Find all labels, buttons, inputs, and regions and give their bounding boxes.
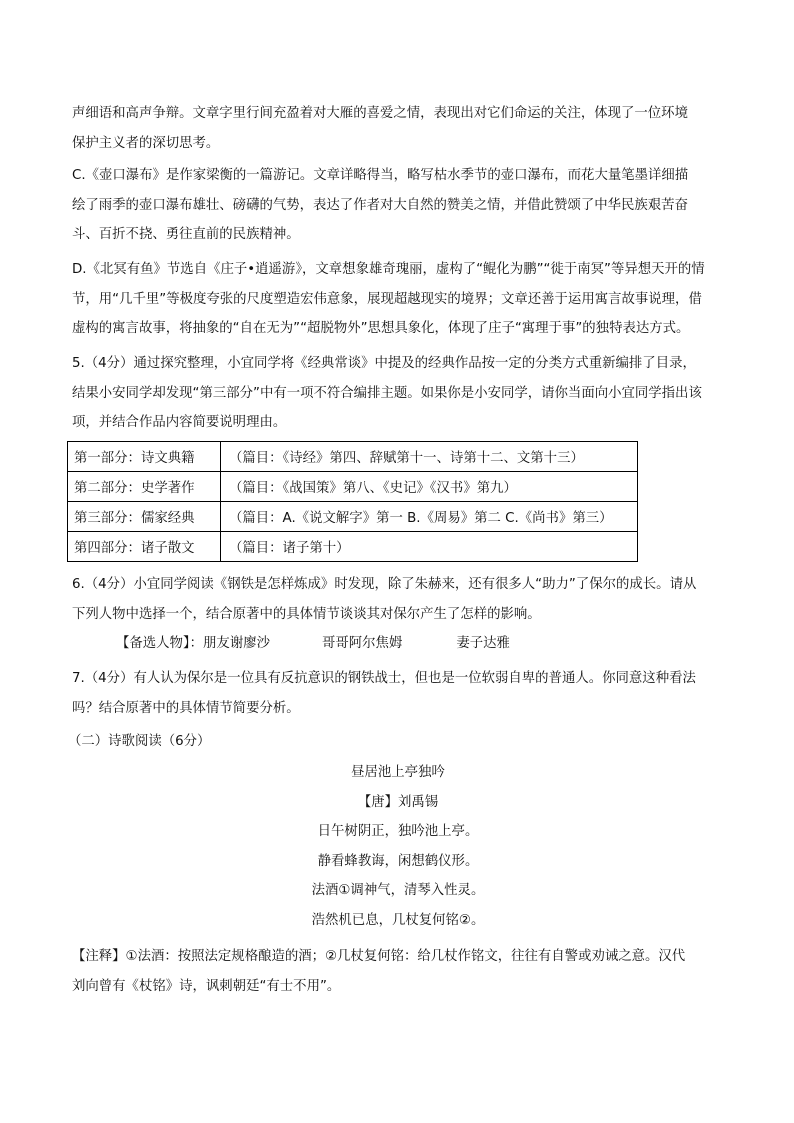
text-line: 斗、百折不挠、勇往直前的民族精神。 [72, 227, 300, 242]
text-line: C.《壶口瀑布》是作家梁衡的一篇游记。文章详略得当，略写枯水季节的壶口瀑布，而花大量笔墨详细描 [72, 168, 689, 183]
poem-title: 昼居池上亭独吟 [351, 765, 445, 780]
table-cell-chapters: （篇目：《战国策》第八、《史记》《汉书》第九） [221, 472, 638, 502]
section-heading [68, 727, 720, 757]
candidate-item: 哥哥阿尔焦姆 [322, 636, 403, 651]
candidate-list [72, 629, 724, 659]
poem-author: 【唐】刘禹锡 [357, 794, 439, 810]
text-line: 节，用“几千里”等极度夸张的尺度塑造宏伟意象，展现超越现实的境界；文章还善于运用寓言故事说理，借 [72, 291, 702, 307]
table-row [68, 532, 638, 562]
catalog-table [67, 441, 638, 562]
text-line: 虚构的寓言故事，将抽象的“自在无为”“超脱物外”思想具象化，体现了庄子“寓理于事”的独特表达方式。 [72, 321, 690, 336]
text-line: 保护主义者的深切思考。 [72, 135, 220, 151]
text-line: 下列人物中选择一个，结合原著中的具体情节谈谈其对保尔产生了怎样的影响。 [72, 606, 541, 622]
text-line: D.《北冥有鱼》节选自《庄子•逍遥游》，文章想象雄奇瑰丽，虚构了“鲲化为鹏”“徙于南冥”等异想天开的情 [72, 262, 705, 277]
table-cell-part: 第四部分：诸子散文 [68, 532, 221, 562]
option-c [72, 161, 724, 250]
question-5 [72, 349, 724, 438]
table-row [68, 442, 638, 472]
question-6 [72, 570, 724, 659]
text-line: 【注释】①法酒：按照法定规格酿造的酒；②几杖复何铭：给几杖作铭文，往往有自警或劝诫之意。汉代 [72, 949, 686, 964]
text-line: 7.（4分）有人认为保尔是一位具有反抗意识的钢铁战士，但也是一位软弱自卑的普通人。你同意这种看法 [72, 671, 696, 686]
text-line: 项，并结合作品内容简要说明理由。 [72, 415, 287, 430]
poem-notes [72, 942, 724, 1001]
table-cell-part: 第一部分：诗文典籍 [68, 442, 221, 472]
candidate-item: 妻子达雅 [456, 636, 510, 651]
poem-line: 法酒①调神气，清琴入性灵。 [311, 883, 485, 898]
poem-line: 浩然机已息，几杖复何铭②。 [311, 912, 485, 928]
table-row [68, 472, 638, 502]
text-line: 吗？结合原著中的具体情节简要分析。 [72, 700, 300, 716]
table-cell-chapters: （篇目：《诗经》第四、辞赋第十一、诗第十二、文第十三） [221, 442, 638, 472]
poem [72, 758, 724, 935]
text-line: 5.（4分）通过探究整理，小宜同学将《经典常谈》中提及的经典作品按一定的分类方式重新编排了目录， [72, 356, 696, 371]
question-7 [72, 664, 724, 723]
table-row [68, 502, 638, 532]
text-line: 声细语和高声争辩。文章字里行间充盈着对大雁的喜爱之情，表现出对它们命运的关注，体现了一位环境 [72, 106, 688, 121]
text-line: 绘了雨季的壶口瀑布雄壮、磅礴的气势，表达了作者对大自然的赞美之情，并借此赞颂了中华民族艰苦奋 [72, 197, 688, 213]
section-heading-text: （二）诗歌阅读（6分） [68, 734, 211, 749]
poem-line: 日午树阴正，独吟池上亭。 [317, 824, 479, 839]
text-line: 6.（4分）小宜同学阅读《钢铁是怎样炼成》时发现，除了朱赫来，还有很多人“助力”了保尔的成长。请从 [72, 577, 697, 592]
table-cell-chapters: （篇目：诸子第十） [221, 532, 638, 562]
option-d [72, 255, 724, 344]
candidate-label: 【备选人物】：朋友谢廖沙 [116, 636, 270, 651]
text-line: 结果小安同学却发现“第三部分”中有一项不符合编排主题。如果你是小安同学，请你当面向小宜同学指出该 [72, 385, 702, 401]
poem-line: 静看蜂教诲，闲想鹤仪形。 [317, 853, 479, 869]
option-b-continuation [72, 99, 724, 158]
table-cell-chapters: （篇目：A.《说文解字》第一 B.《周易》第二 C.《尚书》第三） [221, 502, 638, 532]
text-line: 刘向曾有《杖铭》诗，讽刺朝廷“有士不用”。 [72, 978, 341, 994]
table-cell-part: 第三部分：儒家经典 [68, 502, 221, 532]
table-cell-part: 第二部分：史学著作 [68, 472, 221, 502]
